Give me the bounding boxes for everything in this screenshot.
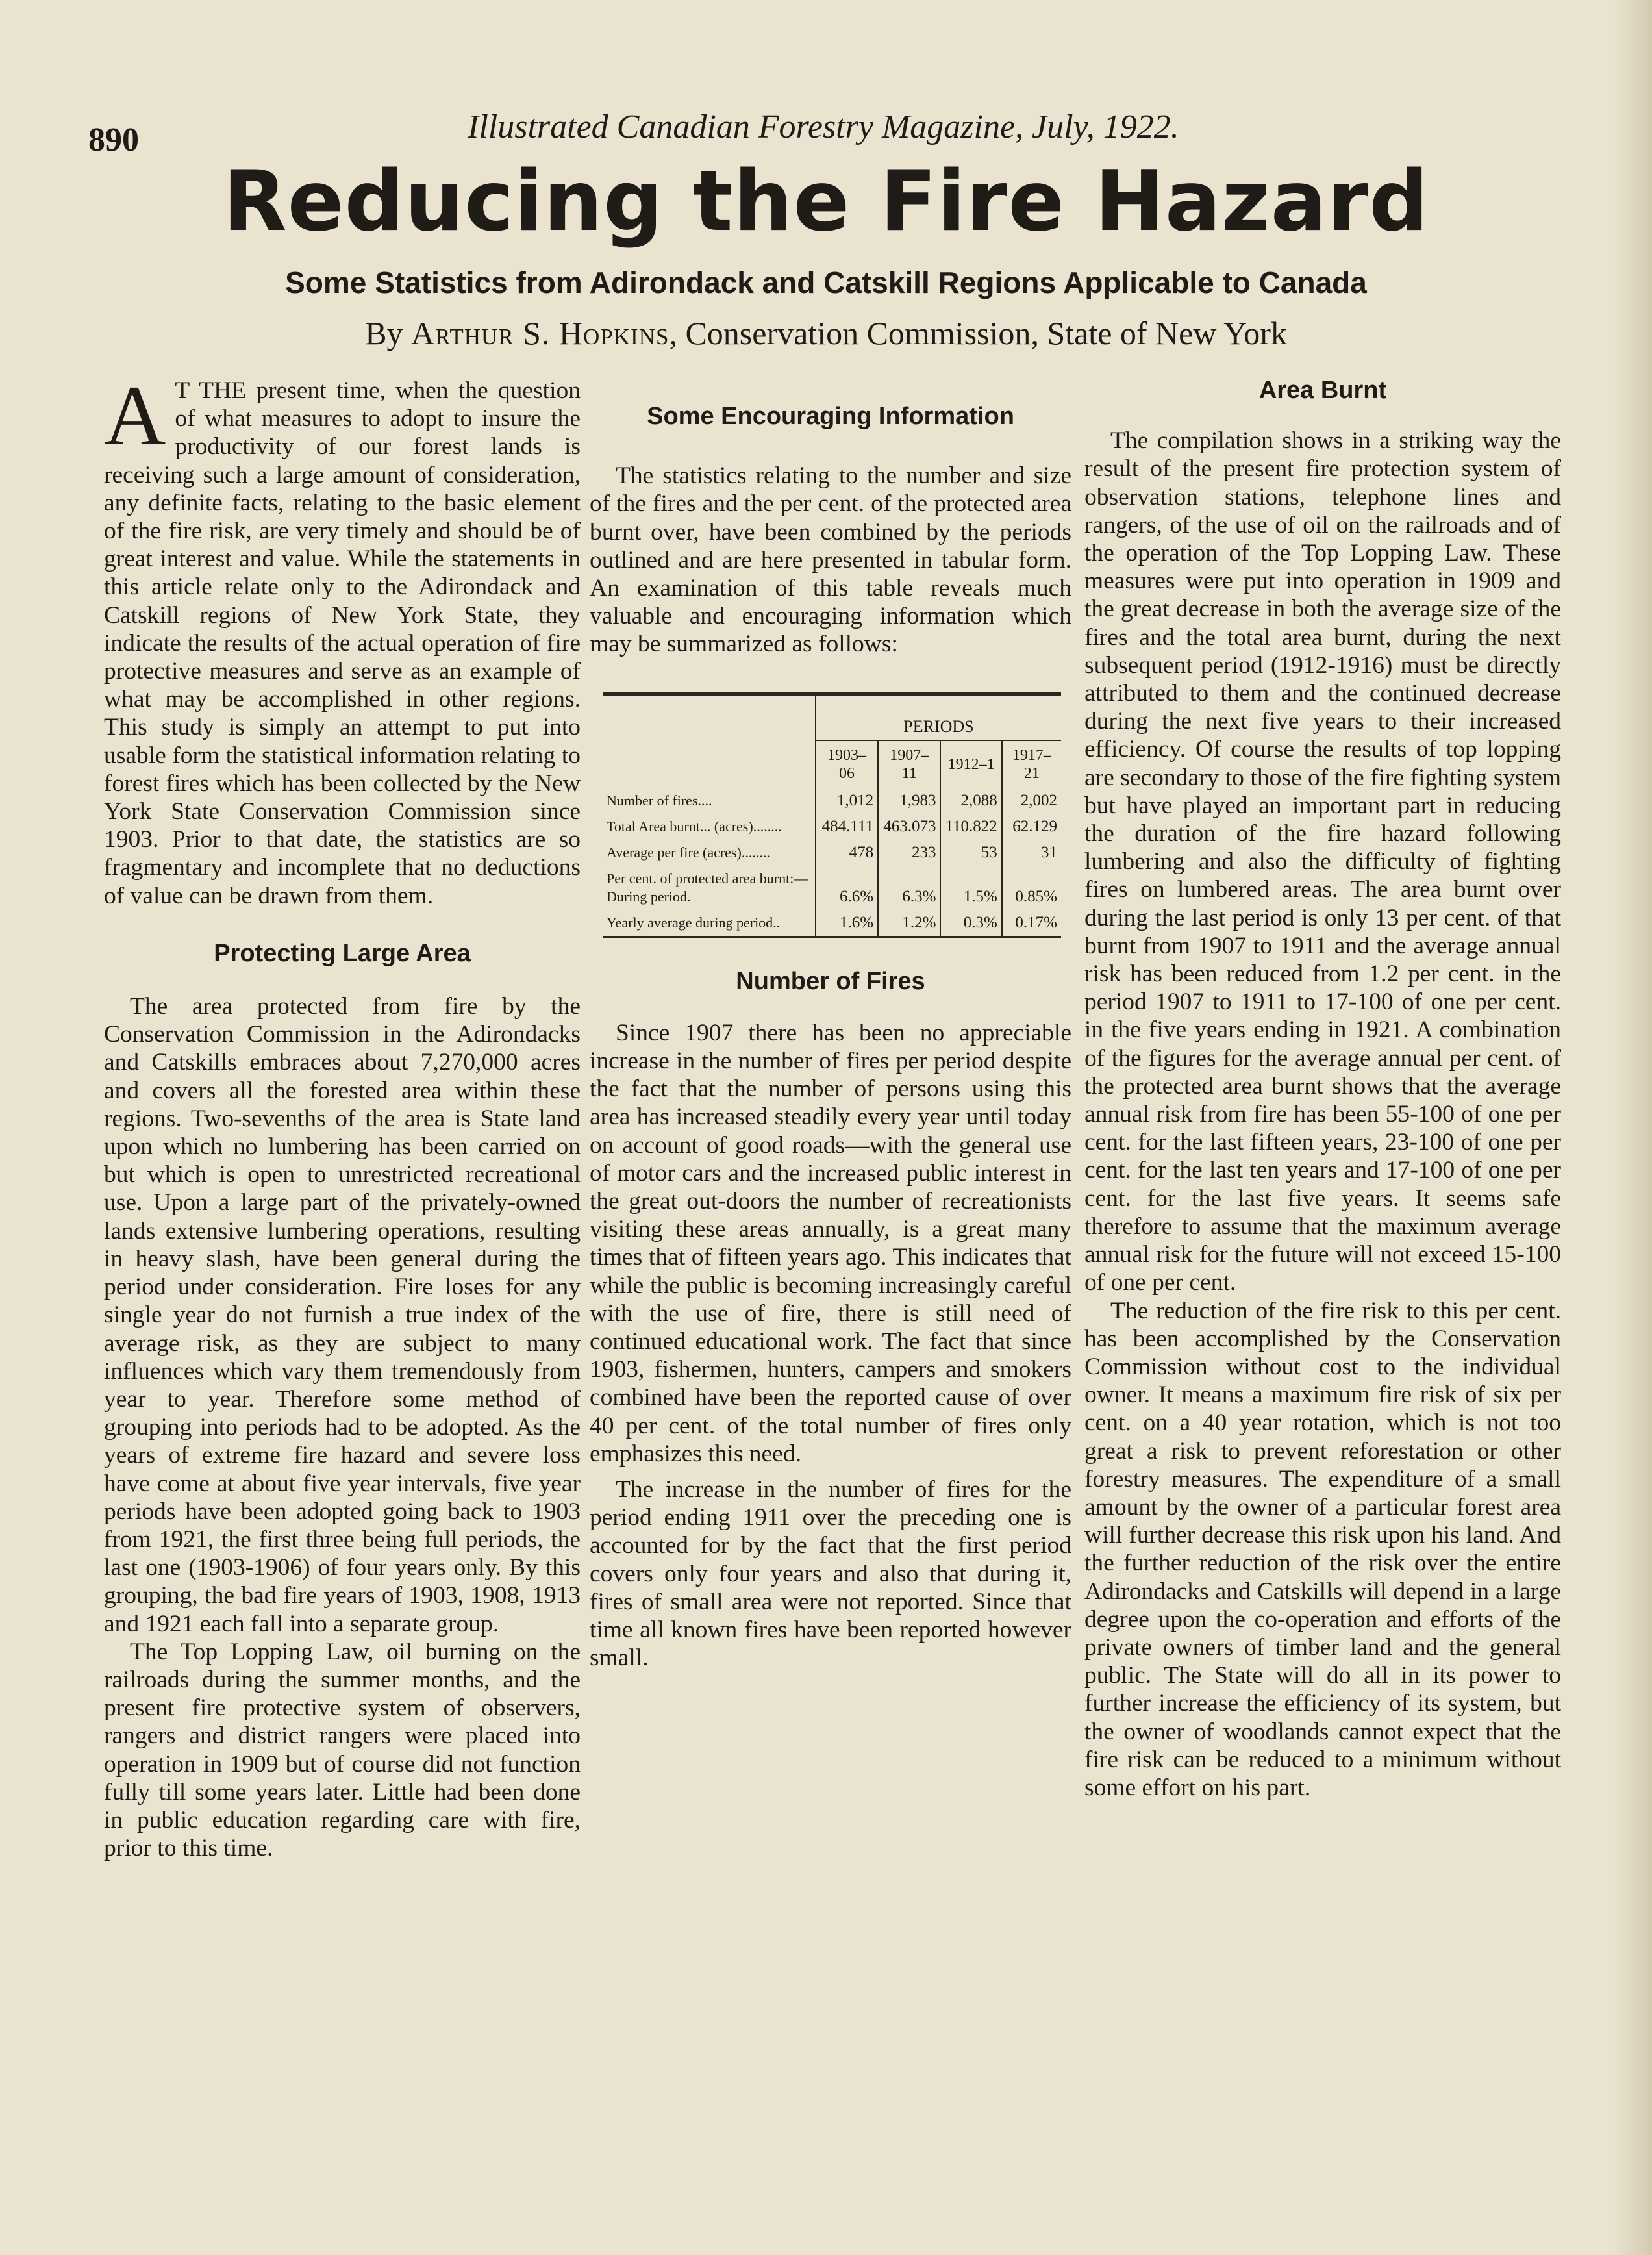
period-header: 1903–06	[816, 740, 878, 788]
table-cell: 478	[816, 840, 878, 866]
table-cell: 2,088	[940, 788, 1001, 814]
heading-number-of-fires: Number of Fires	[736, 967, 925, 995]
table-cell: 0.3%	[940, 910, 1001, 937]
table-cell: 233	[878, 840, 940, 866]
table-cell: 463.073	[878, 814, 940, 840]
table-cell: 1,012	[816, 788, 878, 814]
row-label: Total Area burnt... (acres)........	[607, 818, 782, 835]
column-1	[104, 368, 581, 1862]
table-header-row	[603, 694, 1061, 740]
table-corner-cell	[603, 694, 816, 788]
area-paragraph-1: The compilation shows in a striking way the result of the present fire protection system of observation stations, telephone lines and rangers, of the use of oil on the railroads and of the operation of the Top Lopping Law. These measures were put into operation in 1909 and the great decrease in both the average size of the fires and the total area burnt, during the next subsequent period (1912-1916) must be directly attributed to them and the continued decrease during the next five years to their increased efficiency. Of course the results of top lopping are secondary to those of the fire fighting system but have played an important part in reducing the duration of the fire hazard following lumbering and also the difficulty of fighting fires on lumbered areas. The area burnt over during the last period is only 13 per cent. of that burnt from 1907 to 1911 and the average annual risk has been reduced from 1.2 per cent. in the period 1907 to 1911 to 17-100 of one per cent. in the five years ending in 1921. A combination of the figures for the average annual per cent. of the protected area burnt shows that the average annual risk from fire has been 55-100 of one per cent. for the last fifteen years, 23-100 of one per cent. for the last ten years and 17-100 of one per cent. for the last five years. It seems safe therefore to assume that the maximum average annual risk for the future will not exceed 15-100 of one per cent.	[1084, 427, 1561, 1296]
table-cell: 62.129	[1002, 814, 1061, 840]
row-label: Average per fire (acres)........	[607, 844, 770, 861]
intro-text: T THE present time, when the question of what measures to adopt to insure the productivity of our forest lands is receiving such a large amount of consideration, any definite facts, relating to the basic element of the fire risk, are very timely and should be of great interest and value. While the statements in this article relate only to the Adirondack and Catskill regions of New York State, they indicate the results of the actual operation of fire protective measures and serve as an example of what may be accomplished in other regions. This study is simply an attempt to put into usable form the statistical information relating to forest fires which has been collected by the New York State Conservation Commission since 1903. Prior to that date, the statistics are so fragmentary and incomplete that no deductions of value can be drawn from them.	[104, 377, 581, 909]
byline-affiliation: , Conservation Commission, State of New York	[669, 315, 1287, 351]
table-cell: 2,002	[1002, 788, 1061, 814]
period-header: 1912–1	[940, 740, 1001, 788]
byline	[0, 314, 1652, 352]
table-cell: 110.822	[940, 814, 1001, 840]
area-paragraph-2: The reduction of the fire risk to this per cent. has been accomplished by the Conservation Commission without cost to the individual owner. It means a maximum fire risk of six per cent. on a 40 year rotation, which is not too great a risk to prevent reforestation or other forestry measures. The expenditure of a small amount by the owner of a particular forest area will further decrease this risk upon his land. And the further reduction of the risk over the entire Adirondacks and Catskills will depend in a large degree upon the co-operation and efforts of the private owners of timber land and the general public. The State will do all in its power to further increase the efficiency of its system, but the owner of woodlands cannot expect that the fire risk can be reduced to a minimum without some effort on his part.	[1084, 1297, 1561, 1801]
table-row	[603, 840, 1061, 866]
byline-by: By	[365, 315, 403, 351]
table-row	[603, 788, 1061, 814]
column-3	[1084, 377, 1561, 1802]
table-row	[603, 814, 1061, 840]
table-cell: 6.6%	[816, 866, 878, 910]
table-cell: 484.111	[816, 814, 878, 840]
heading-area-burnt: Area Burnt	[1258, 377, 1387, 404]
number-paragraph-1: Since 1907 there has been no appreciable increase in the number of fires per period despite the fact that the number of persons using this area has increased steadily every year until today on account of good roads—with the general use of motor cars and the increased public interest in the great out-doors the number of recreationists visiting these areas annually, is a great many times that of fifteen years ago. This indicates that while the public is becoming increasingly careful with the use of fire, there is still need of continued educational work. The fact that since 1903, fishermen, hunters, campers and smokers combined have been the reported cause of over 40 per cent. of the total number of fires only emphasizes this need.	[590, 1019, 1071, 1467]
heading-encouraging-information: Some Encouraging Information	[647, 403, 1014, 430]
byline-author: Arthur S. Hopkins	[410, 315, 670, 351]
row-label: Per cent. of protected area burnt:— During period.	[607, 870, 808, 905]
article-subtitle: Some Statistics from Adirondack and Catskill Regions Applicable to Canada	[285, 266, 1367, 299]
protecting-paragraph-2: The Top Lopping Law, oil burning on the railroads during the summer months, and the present fire protective system of observers, rangers and district rangers were placed into operation in 1909 but of course did not function fully till some years later. Little had been done in public education regarding care with fire, prior to this time.	[104, 1638, 581, 1862]
period-header: 1917–21	[1002, 740, 1061, 788]
encouraging-paragraph: The statistics relating to the number and size of the fires and the per cent. of the protected area burnt over, have been combined by the periods outlined and are here presented in tabular form. An examination of this table reveals much valuable and encouraging information which may be summarized as follows:	[590, 462, 1071, 658]
intro-paragraph	[104, 368, 581, 910]
paragraph-gap	[590, 1468, 1071, 1476]
table-cell: 0.85%	[1002, 866, 1061, 910]
row-label: Number of fires....	[607, 792, 712, 809]
column-2	[590, 377, 1071, 1672]
table-cell: 1.5%	[940, 866, 1001, 910]
table-cell: 1.2%	[878, 910, 940, 937]
row-label: Yearly average during period..	[607, 914, 781, 931]
drop-cap: A	[104, 368, 166, 463]
table-row	[603, 910, 1061, 937]
fire-statistics-table	[603, 692, 1061, 938]
table-cell: 0.17%	[1002, 910, 1061, 937]
page-number: 890	[88, 121, 139, 158]
table-cell: 6.3%	[878, 866, 940, 910]
article-title: Reducing the Fire Hazard	[223, 153, 1429, 250]
table-cell: 31	[1002, 840, 1061, 866]
period-header: 1907–11	[878, 740, 940, 788]
running-head: Illustrated Canadian Forestry Magazine, July, 1922.	[468, 108, 1179, 145]
table-row	[603, 866, 1061, 910]
number-paragraph-2: The increase in the number of fires for the period ending 1911 over the preceding one is accounted for by the fact that the first period covers only four years and also that during it, fires of small area were not reported. Since that time all known fires have been reported however small.	[590, 1476, 1071, 1672]
table-cell: 53	[940, 840, 1001, 866]
table-cell: 1,983	[878, 788, 940, 814]
table-cell: 1.6%	[816, 910, 878, 937]
periods-header: PERIODS	[816, 694, 1061, 740]
heading-protecting-large-area: Protecting Large Area	[214, 939, 471, 967]
protecting-paragraph-1: The area protected from fire by the Conservation Commission in the Adirondacks and Catskills embraces about 7,270,000 acres and covers all the forested area within these regions. Two-sevenths of the area is State land upon which no lumbering has been carried on but which is open to unrestricted recreational use. Upon a large part of the privately-owned lands extensive lumbering operations, resulting in heavy slash, have been general during the period under consideration. Fire loses for any single year do not furnish a true index of the average risk, as they are subject to many influences which vary them tremendously from year to year. Therefore some method of grouping into periods had to be adopted. As the years of extreme fire hazard and severe loss have come at about five year intervals, five year periods have been adopted going back to 1903 from 1921, the first three being full periods, the last one (1903-1906) of four years only. By this grouping, the bad fire years of 1903, 1908, 1913 and 1921 each fall into a separate group.	[104, 993, 581, 1637]
